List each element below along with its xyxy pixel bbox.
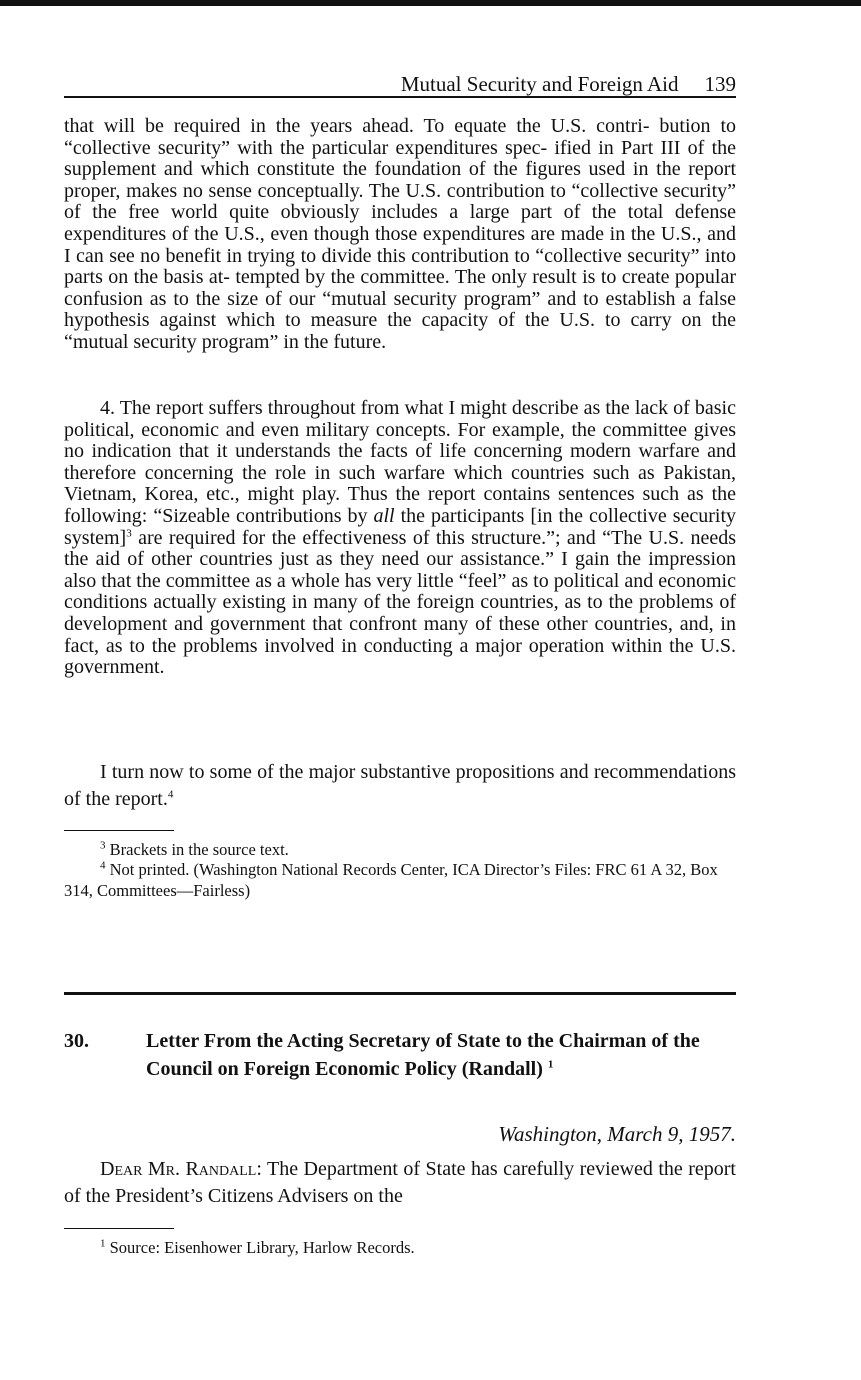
footnote-4-marker: 4 xyxy=(100,859,106,872)
letter-opening-text: The Department of State has carefully reviewed the report of the President’s Citizens Advisers on the xyxy=(64,1158,736,1207)
document-heading xyxy=(64,1027,744,1083)
salutation: Dear Mr. Randall: xyxy=(100,1158,262,1180)
top-border xyxy=(0,0,861,6)
footnote-1-text: Source: Eisenhower Library, Harlow Records. xyxy=(109,1238,415,1257)
emphasis-all: all xyxy=(373,504,395,527)
footnote-4 xyxy=(64,859,736,901)
document-title xyxy=(146,1027,744,1083)
footnote-ref-3: 3 xyxy=(126,526,132,539)
paragraph-point-4-text-b: the participants [in the collective security system] xyxy=(64,504,737,549)
footnote-ref-1: 1 xyxy=(547,1058,554,1071)
document-number: 30. xyxy=(64,1030,89,1052)
footnote-1-marker: 1 xyxy=(100,1237,106,1250)
footnote-3-marker: 3 xyxy=(100,839,106,852)
footnote-3 xyxy=(64,839,736,860)
document-title-text: Letter From the Acting Secretary of State to the Chairman of the Council on Foreign Economic Policy (Randall) xyxy=(146,1030,700,1080)
running-title: Mutual Security and Foreign Aid xyxy=(400,72,679,96)
paragraph-point-4-text-a: 4. The report suffers throughout from what I might describe as the lack of basic political, economic and even military concepts. For example, the committee gives no indication that it understands the facts of life concerning modern warfare and therefore concerning the role in such warfare which countries such as Pakistan, Vietnam, Korea, etc., might play. Thus the report contains sentences such as the following: “Sizeable contributions by xyxy=(64,397,736,527)
footnote-4-text: Not printed. (Washington National Records Center, ICA Director’s Files: FRC 61 A 32, Box 314, Committees—Fairless) xyxy=(64,860,718,900)
footnote-rule xyxy=(64,830,174,831)
section-rule xyxy=(64,992,736,995)
header-rule xyxy=(64,96,736,98)
page-number: 139 xyxy=(704,72,736,96)
paragraph-point-4 xyxy=(64,398,736,679)
dateline: Washington, March 9, 1957. xyxy=(498,1122,736,1146)
footnote-rule-2 xyxy=(64,1228,174,1229)
paragraph-point-4-text-c: are required for the effectiveness of this structure.”; and “The U.S. needs the aid of other countries just as they need our assistance.” I gain the impression also that the committee as a whole has very little “feel” as to political and economic conditions actually existing in many of the foreign countries, as to the problems of development and government that confront many of these other countries, and, in fact, as to the problems involved in conducting a major operation within the U.S. government. xyxy=(64,526,736,679)
running-head xyxy=(64,70,736,98)
paragraph-turn-now-text: I turn now to some of the major substantive propositions and recommendations of the report. xyxy=(64,761,736,810)
footnote-3-text: Brackets in the source text. xyxy=(109,840,289,859)
footnote-ref-4: 4 xyxy=(167,788,174,801)
paragraph-turn-now xyxy=(64,759,736,813)
footnote-1 xyxy=(64,1237,736,1258)
paragraph-collective-security: that will be required in the years ahead. To equate the U.S. contri- bution to “collective security” with the particular expenditures spec- ified in Part III of the supplement and which constitute the foundation of the figures used in the report proper, makes no sense conceptually. The U.S. contribution to “collective security” of the free world quite obviously includes a large part of the total defense expenditures of the U.S., even though those expenditures are made in the U.S., and I can see no benefit in trying to divide this contribution to “collective security” into parts on the basis at- tempted by the committee. The only result is to create popular confusion as to the size of our “mutual security program” and to establish a false hypothesis against which to measure the capacity of the U.S. to carry on the “mutual security program” in the future. xyxy=(64,115,736,353)
letter-opening xyxy=(64,1156,736,1210)
